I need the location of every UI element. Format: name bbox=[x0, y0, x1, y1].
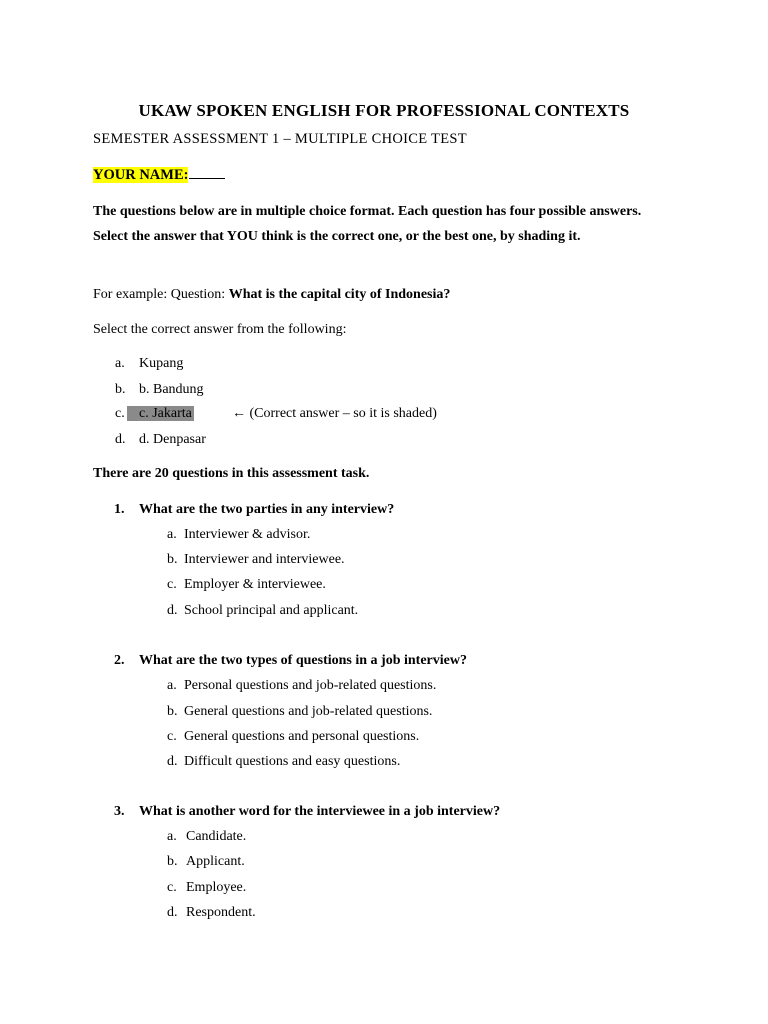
example-question-line bbox=[93, 287, 450, 303]
option-letter: c. bbox=[167, 729, 177, 744]
question-number: 1. bbox=[114, 502, 125, 517]
example-option-letter: d. bbox=[115, 432, 126, 447]
option-text[interactable]: Interviewer and interviewee. bbox=[184, 552, 345, 567]
question-count-text: There are 20 questions in this assessment task. bbox=[93, 466, 370, 481]
option-letter: a. bbox=[167, 678, 177, 693]
option-letter: c. bbox=[167, 880, 177, 895]
name-blank-line bbox=[189, 166, 225, 179]
option-text[interactable]: Difficult questions and easy questions. bbox=[184, 754, 401, 769]
option-letter: c. bbox=[167, 577, 177, 592]
option-text[interactable]: General questions and personal questions. bbox=[184, 729, 420, 744]
question-number: 2. bbox=[114, 653, 125, 668]
example-prefix: For example: Question: bbox=[93, 287, 229, 302]
name-label: YOUR NAME bbox=[93, 167, 184, 183]
document-subtitle: SEMESTER ASSESSMENT 1 – MULTIPLE CHOICE TEST bbox=[93, 131, 467, 147]
example-option-text: b. Bandung bbox=[139, 382, 204, 397]
question-text: What are the two parties in any interview? bbox=[139, 502, 395, 517]
question-number: 3. bbox=[114, 804, 125, 819]
example-correct-note: ← (Correct answer – so it is shaded) bbox=[232, 406, 437, 421]
option-text[interactable]: Interviewer & advisor. bbox=[184, 527, 311, 542]
example-option-letter: b. bbox=[115, 382, 126, 397]
option-text[interactable]: Employee. bbox=[186, 880, 247, 895]
option-letter: b. bbox=[167, 854, 178, 869]
document-title: UKAW SPOKEN ENGLISH FOR PROFESSIONAL CONTEXTS bbox=[138, 101, 630, 120]
example-select-text: Select the correct answer from the following: bbox=[93, 322, 347, 337]
question-text: What is another word for the interviewee in a job interview? bbox=[139, 804, 501, 819]
option-letter: a. bbox=[167, 527, 177, 542]
option-text[interactable]: Employer & interviewee. bbox=[184, 577, 326, 592]
option-letter: d. bbox=[167, 603, 178, 618]
option-letter: b. bbox=[167, 552, 178, 567]
name-colon: : bbox=[183, 167, 189, 183]
option-text[interactable]: School principal and applicant. bbox=[184, 603, 359, 618]
option-letter: a. bbox=[167, 829, 177, 844]
example-option-letter: a. bbox=[115, 356, 125, 371]
example-option-text: Kupang bbox=[139, 356, 184, 371]
name-field bbox=[93, 166, 225, 184]
option-letter: b. bbox=[167, 704, 178, 719]
option-text[interactable]: Personal questions and job-related questions. bbox=[184, 678, 437, 693]
instructions-paragraph: The questions below are in multiple choice format. Each question has four possible answers. Select the answer that YOU think is the correct one, or the best one, by shading it. bbox=[93, 204, 642, 244]
option-letter: d. bbox=[167, 754, 178, 769]
example-question: What is the capital city of Indonesia? bbox=[228, 287, 451, 302]
example-option-text: c. Jakarta bbox=[127, 406, 194, 421]
option-text[interactable]: General questions and job-related questions. bbox=[184, 704, 433, 719]
option-text[interactable]: Candidate. bbox=[186, 829, 247, 844]
example-option-shaded bbox=[127, 406, 194, 422]
question-text: What are the two types of questions in a job interview? bbox=[139, 653, 467, 668]
example-option-text: d. Denpasar bbox=[139, 432, 206, 447]
option-text[interactable]: Respondent. bbox=[186, 905, 256, 920]
option-text[interactable]: Applicant. bbox=[186, 854, 245, 869]
example-option-letter: c. bbox=[115, 406, 125, 421]
option-letter: d. bbox=[167, 905, 178, 920]
